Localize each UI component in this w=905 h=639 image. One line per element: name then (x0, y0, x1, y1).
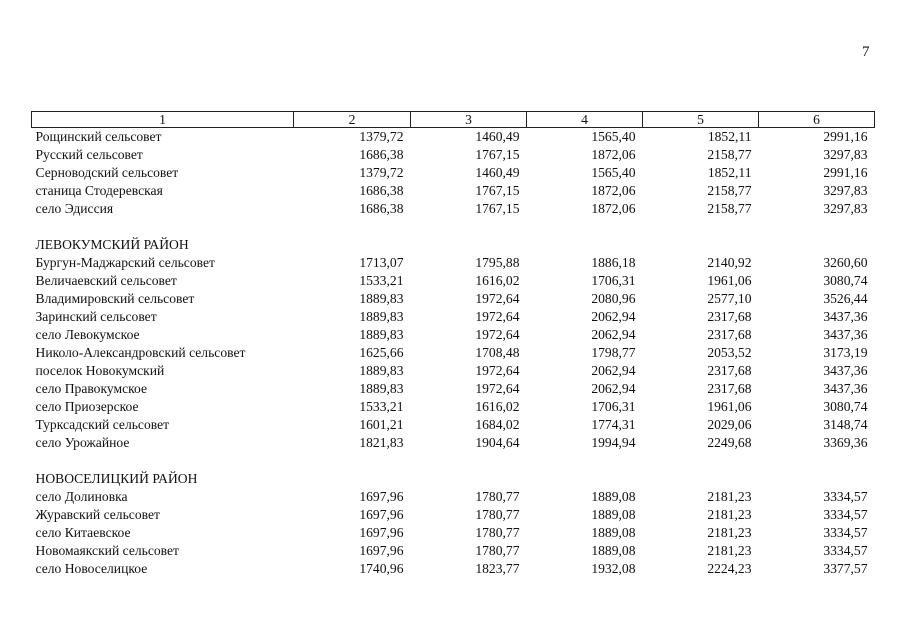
value-cell-col-5: 2140,92 (707, 255, 752, 270)
value-cell-col-6: 3297,83 (823, 201, 868, 216)
value-cell-col-3: 1795,88 (475, 255, 520, 270)
value-cell-col-4: 1798,77 (591, 345, 636, 360)
table-row (32, 128, 875, 147)
table-row (32, 344, 875, 362)
value-cell-col-2: 1697,96 (359, 489, 404, 504)
value-cell-col-6: 3080,74 (823, 399, 868, 414)
value-cell-col-6: 2991,16 (823, 129, 868, 144)
value-cell-col-6: 3334,57 (823, 525, 868, 540)
value-cell-col-3: 1684,02 (475, 417, 520, 432)
value-cell-col-6: 3369,36 (823, 435, 868, 450)
value-cell-col-3: 1780,77 (475, 507, 520, 522)
value-cell-col-2: 1697,96 (359, 525, 404, 540)
value-cell-col-4: 1565,40 (591, 129, 636, 144)
value-cell-col-2: 1889,83 (359, 291, 404, 306)
value-cell-col-3: 1823,77 (475, 561, 520, 576)
locality-name: село Эдиссия (35, 201, 114, 216)
value-cell-col-3: 1780,77 (475, 489, 520, 504)
value-cell-col-5: 2249,68 (707, 435, 752, 450)
value-cell-col-5: 1852,11 (707, 165, 752, 180)
value-cell-col-6: 3334,57 (823, 489, 868, 504)
value-cell-col-4: 1872,06 (591, 183, 636, 198)
table-row (32, 200, 875, 218)
value-cell-col-2: 1533,21 (359, 273, 404, 288)
table-row (32, 146, 875, 164)
locality-name: станица Стодеревская (35, 183, 163, 198)
value-cell-col-2: 1889,83 (359, 327, 404, 342)
page-number: 7 (862, 44, 870, 60)
value-cell-col-5: 2158,77 (707, 183, 752, 198)
locality-name: поселок Новокумский (35, 363, 165, 378)
value-cell-col-2: 1821,83 (359, 435, 404, 450)
value-cell-col-6: 3173,19 (823, 345, 868, 360)
value-cell-col-3: 1460,49 (475, 129, 520, 144)
value-cell-col-5: 1961,06 (707, 273, 752, 288)
value-cell-col-4: 1872,06 (591, 147, 636, 162)
value-cell-col-6: 3437,36 (823, 327, 868, 342)
value-cell-col-6: 3437,36 (823, 363, 868, 378)
value-cell-col-6: 3148,74 (823, 417, 868, 432)
value-cell-col-5: 2181,23 (707, 489, 752, 504)
spacer-cell (32, 452, 875, 470)
value-cell-col-4: 1706,31 (591, 273, 636, 288)
value-cell-col-2: 1379,72 (359, 129, 404, 144)
value-cell-col-2: 1686,38 (359, 201, 404, 216)
locality-name: село Новоселицкое (35, 561, 148, 576)
value-cell-col-5: 2158,77 (707, 201, 752, 216)
value-cell-col-4: 2062,94 (591, 363, 636, 378)
value-cell-col-2: 1740,96 (359, 561, 404, 576)
value-cell-col-6: 3297,83 (823, 183, 868, 198)
value-cell-col-3: 1972,64 (475, 381, 520, 396)
table-row (32, 416, 875, 434)
value-cell-col-3: 1972,64 (475, 309, 520, 324)
value-cell-col-5: 1852,11 (707, 129, 752, 144)
value-cell-col-6: 3334,57 (823, 507, 868, 522)
spacer-row (32, 452, 875, 470)
value-cell-col-4: 1994,94 (591, 435, 636, 450)
table-body (32, 128, 875, 579)
locality-name: Новомаякский сельсовет (35, 543, 179, 558)
value-cell-col-2: 1889,83 (359, 363, 404, 378)
value-cell-col-6: 3080,74 (823, 273, 868, 288)
value-cell-col-4: 2062,94 (591, 327, 636, 342)
value-cell-col-3: 1780,77 (475, 543, 520, 558)
value-cell-col-5: 2317,68 (707, 327, 752, 342)
value-cell-col-5: 2317,68 (707, 363, 752, 378)
value-cell-col-3: 1972,64 (475, 363, 520, 378)
locality-name: Заринский сельсовет (35, 309, 157, 324)
locality-name: село Китаевское (35, 525, 131, 540)
value-cell-col-4: 1889,08 (591, 507, 636, 522)
section-heading-row (32, 236, 875, 254)
value-cell-col-4: 1889,08 (591, 489, 636, 504)
value-cell-col-6: 2991,16 (823, 165, 868, 180)
table-row (32, 326, 875, 344)
value-cell-col-2: 1379,72 (359, 165, 404, 180)
table-row (32, 380, 875, 398)
value-cell-col-5: 2181,23 (707, 543, 752, 558)
value-cell-col-4: 2062,94 (591, 381, 636, 396)
value-cell-col-5: 2577,10 (707, 291, 752, 306)
table-row (32, 272, 875, 290)
value-cell-col-2: 1533,21 (359, 399, 404, 414)
table-row (32, 254, 875, 272)
value-cell-col-3: 1972,64 (475, 327, 520, 342)
table-row (32, 398, 875, 416)
column-header-3: 3 (411, 112, 527, 128)
value-cell-col-4: 1565,40 (591, 165, 636, 180)
value-cell-col-3: 1780,77 (475, 525, 520, 540)
locality-name: Журавский сельсовет (35, 507, 160, 522)
value-cell-col-5: 2317,68 (707, 381, 752, 396)
locality-name: Рощинский сельсовет (35, 129, 162, 144)
value-cell-col-5: 1961,06 (707, 399, 752, 414)
value-cell-col-2: 1889,83 (359, 309, 404, 324)
value-cell-col-5: 2029,06 (707, 417, 752, 432)
value-cell-col-2: 1601,21 (359, 417, 404, 432)
value-cell-col-3: 1767,15 (475, 201, 520, 216)
table-row (32, 524, 875, 542)
locality-name: Бургун-Маджарский сельсовет (35, 255, 215, 270)
table-row (32, 542, 875, 560)
table-row (32, 488, 875, 506)
value-cell-col-2: 1713,07 (359, 255, 404, 270)
value-cell-col-2: 1697,96 (359, 507, 404, 522)
value-cell-col-3: 1616,02 (475, 273, 520, 288)
value-cell-col-4: 2062,94 (591, 309, 636, 324)
value-cell-col-3: 1767,15 (475, 147, 520, 162)
value-cell-col-4: 2080,96 (591, 291, 636, 306)
value-cell-col-4: 1774,31 (591, 417, 636, 432)
value-cell-col-6: 3526,44 (823, 291, 868, 306)
value-cell-col-6: 3377,57 (823, 561, 868, 576)
value-cell-col-6: 3437,36 (823, 381, 868, 396)
value-cell-col-2: 1625,66 (359, 345, 404, 360)
column-header-2: 2 (294, 112, 411, 128)
column-header-5: 5 (643, 112, 759, 128)
column-header-4: 4 (527, 112, 643, 128)
table-row (32, 560, 875, 578)
locality-name: Величаевский сельсовет (35, 273, 177, 288)
value-cell-col-3: 1460,49 (475, 165, 520, 180)
value-cell-col-4: 1706,31 (591, 399, 636, 414)
section-heading-row (32, 470, 875, 488)
value-cell-col-2: 1889,83 (359, 381, 404, 396)
locality-name: Владимировский сельсовет (35, 291, 195, 306)
column-header-6: 6 (759, 112, 875, 128)
value-cell-col-5: 2158,77 (707, 147, 752, 162)
value-cell-col-4: 1886,18 (591, 255, 636, 270)
locality-name: Турксадский сельсовет (35, 417, 170, 432)
value-cell-col-3: 1904,64 (475, 435, 520, 450)
locality-name: Серноводский сельсовет (35, 165, 179, 180)
spacer-row (32, 218, 875, 236)
spacer-cell (32, 218, 875, 236)
value-cell-col-2: 1686,38 (359, 147, 404, 162)
value-cell-col-4: 1872,06 (591, 201, 636, 216)
section-heading: НОВОСЕЛИЦКИЙ РАЙОН (35, 471, 198, 486)
value-cell-col-2: 1697,96 (359, 543, 404, 558)
section-heading: ЛЕВОКУМСКИЙ РАЙОН (35, 237, 189, 252)
value-cell-col-6: 3334,57 (823, 543, 868, 558)
value-cell-col-4: 1889,08 (591, 543, 636, 558)
value-cell-col-5: 2224,23 (707, 561, 752, 576)
table-row (32, 164, 875, 182)
table-row (32, 290, 875, 308)
locality-name: Николо-Александровский сельсовет (35, 345, 246, 360)
value-cell-col-4: 1932,08 (591, 561, 636, 576)
tariff-table (31, 111, 875, 578)
value-cell-col-3: 1972,64 (475, 291, 520, 306)
table-row (32, 308, 875, 326)
value-cell-col-6: 3437,36 (823, 309, 868, 324)
value-cell-col-5: 2053,52 (707, 345, 752, 360)
value-cell-col-3: 1767,15 (475, 183, 520, 198)
locality-name: село Правокумское (35, 381, 148, 396)
value-cell-col-4: 1889,08 (591, 525, 636, 540)
value-cell-col-6: 3297,83 (823, 147, 868, 162)
table-row (32, 182, 875, 200)
locality-name: село Урожайное (35, 435, 130, 450)
table-row (32, 362, 875, 380)
header-row (32, 112, 875, 128)
column-header-1: 1 (32, 112, 294, 128)
locality-name: Русский сельсовет (35, 147, 143, 162)
locality-name: село Долиновка (35, 489, 128, 504)
value-cell-col-5: 2317,68 (707, 309, 752, 324)
table-row (32, 434, 875, 452)
locality-name: село Левокумское (35, 327, 140, 342)
value-cell-col-3: 1616,02 (475, 399, 520, 414)
locality-name: село Приозерское (35, 399, 139, 414)
value-cell-col-3: 1708,48 (475, 345, 520, 360)
table-row (32, 506, 875, 524)
value-cell-col-5: 2181,23 (707, 525, 752, 540)
value-cell-col-5: 2181,23 (707, 507, 752, 522)
value-cell-col-2: 1686,38 (359, 183, 404, 198)
value-cell-col-6: 3260,60 (823, 255, 868, 270)
